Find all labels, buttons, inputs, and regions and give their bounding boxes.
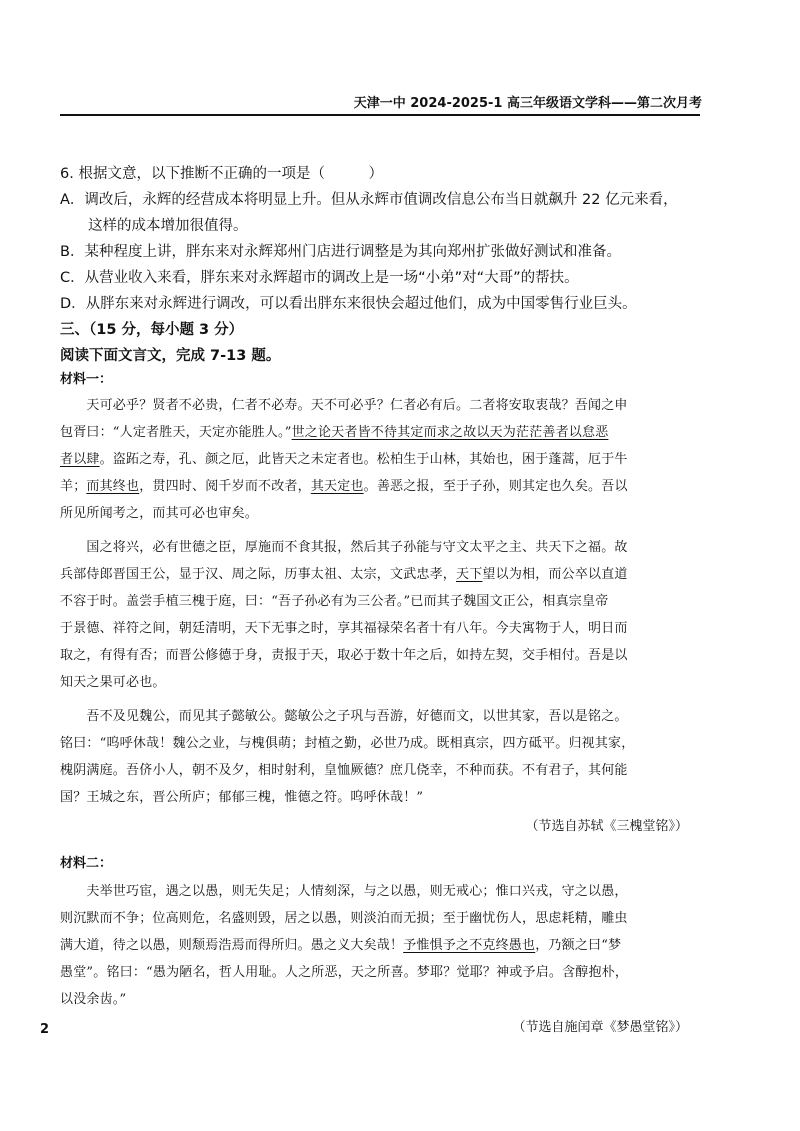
m2-line3 xyxy=(60,934,621,953)
m1-p2-line4: 于景德、祥符之间，朝廷清明，天下无事之时，享其福禄荣名者十有八年。今夫寓物于人，明日而 xyxy=(60,621,628,636)
section-3-title: 三、（15 分，每小题 3 分） xyxy=(60,322,244,338)
m1-p2-line2-b: 望以为相，而公卒以直道 xyxy=(482,567,628,582)
m1-p1-line4-a: 羊； xyxy=(60,479,87,494)
m2-line3-a: 满大道，待之以愚，则颓焉浩焉而得所归。愚之义大矣哉！ xyxy=(60,938,404,953)
m2-line5: 以没余齿。” xyxy=(60,992,127,1007)
question-6-stem: 6. 根据文意，以下推断不正确的一项是（ ） xyxy=(60,166,383,182)
m1-p1-line1: 天可必乎？贤者不必贵，仁者不必寿。天不可必乎？仁者必有后。二者将安取衷哉？吾闻之申 xyxy=(60,398,628,413)
m1-p1-line3 xyxy=(60,448,628,467)
m2-line3-b: ，乃额之曰“梦 xyxy=(535,938,622,953)
m1-p1-line4-b: ，贯四时、阅千岁而不改者， xyxy=(139,479,311,494)
option-a-line2: 这样的成本增加很值得。 xyxy=(88,218,248,234)
m1-p2-line6: 知天之果可必也。 xyxy=(60,675,166,690)
m1-underlined-sentence-b: 者以肆 xyxy=(60,452,100,467)
header-rule xyxy=(60,114,700,116)
m1-p1-line4-c: 。善恶之报，至于子孙，则其定也久矣。吾以 xyxy=(363,479,628,494)
header-title: 天津一中 2024-2025-1 高三年级语文学科——第二次月考 xyxy=(353,96,702,111)
m1-p1-line2 xyxy=(60,421,608,440)
m1-p2-line5: 取之，有得有否；而晋公修德于身，责报于天，取必于数十年之后，如持左契，交手相付。吾是以 xyxy=(60,648,628,663)
section-3-instruction: 阅读下面文言文，完成 7-13 题。 xyxy=(60,348,281,364)
m1-p1-line3-text: 。盗跖之寿，孔、颜之厄，此皆天之未定者也。松柏生于山林，其始也，困于蓬蒿，厄于牛 xyxy=(99,452,628,467)
m2-line2: 则沉默而不争；位高则危，名盛则毁，居之以愚，则淡泊而无损；至于幽忧伤人，思虑耗精，雕虫 xyxy=(60,911,628,926)
m1-p2-line2 xyxy=(60,563,628,582)
material-1-label: 材料一： xyxy=(60,372,113,387)
material-2-label: 材料二： xyxy=(60,856,113,871)
m1-underlined-phrase-1: 而其终也 xyxy=(86,479,140,494)
m2-line4: 愚堂”。铭曰：“愚为陋名，哲人用耻。人之所恶，天之所喜。梦耶？觉耶？神或予启。含醇抱朴， xyxy=(60,965,629,980)
m1-p3-line1: 吾不及见魏公，而见其子懿敏公。懿敏公之子巩与吾游，好德而文，以世其家，吾以是铭之。 xyxy=(60,709,628,724)
m2-underlined-sentence: 予惟惧予之不克终愚也 xyxy=(403,938,536,953)
m1-source: （节选自苏轼《三槐堂铭》） xyxy=(525,819,688,834)
m1-p2-line1: 国之将兴，必有世德之臣，厚施而不食其报，然后其子孙能与守文太平之主、共天下之福。故 xyxy=(60,540,628,555)
m1-p3-line3: 槐阴满庭。吾侪小人，朝不及夕，相时射利，皇恤厥德？庶几侥幸，不种而获。不有君子，其何能 xyxy=(60,763,628,778)
option-b: B．某种程度上讲，胖东来对永辉郑州门店进行调整是为其向郑州扩张做好测试和准备。 xyxy=(60,244,621,260)
m1-p1-line5: 所见所闻考之，而其可必也审矣。 xyxy=(60,506,259,521)
m2-line1: 夫举世巧宦，遇之以愚，则无失足；人情刻深，与之以愚，则无戒心；惟口兴戎，守之以愚， xyxy=(60,884,628,899)
m1-p3-line4: 国？王城之东，晋公所庐；郁郁三槐，惟德之符。呜呼休哉！” xyxy=(60,790,424,805)
m2-source: （节选自施闰章《梦愚堂铭》） xyxy=(512,1020,688,1035)
m1-underlined-sentence-a: 世之论天者皆不待其定而求之故以天为茫茫善者以怠恶 xyxy=(291,425,609,440)
m1-p2-line2-a: 兵部侍郎晋国王公，显于汉、周之际，历事太祖、太宗，文武忠孝， xyxy=(60,567,457,582)
option-d: D．从胖东来对永辉进行调改，可以看出胖东来很快会超过他们，成为中国零售行业巨头。 xyxy=(60,296,637,312)
m1-underlined-phrase-2: 其天定也 xyxy=(310,479,364,494)
m1-p1-line4 xyxy=(60,475,628,494)
option-c: C．从营业收入来看，胖东来对永辉超市的调改上是一场“小弟”对“大哥”的帮扶。 xyxy=(60,270,579,286)
m1-p1-line2-text: 包胥曰：“人定者胜天，天定亦能胜人。” xyxy=(60,425,292,440)
page-number: 2 xyxy=(40,1022,50,1037)
m1-p3-line2: 铭曰：“呜呼休哉！魏公之业，与槐俱萌；封植之勤，必世乃成。既相真宗，四方砥平。归视其家， xyxy=(60,736,635,751)
option-a-line1: A．调改后，永辉的经营成本将明显上升。但从永辉市值调改信息公布当日就飙升 22 亿元来看， xyxy=(60,192,678,208)
m1-underlined-word: 天下 xyxy=(456,567,483,582)
m1-p2-line3: 不容于时。盖尝手植三槐于庭，曰：“吾子孙必有为三公者。”已而其子魏国文正公，相真宗皇帝 xyxy=(60,594,609,609)
